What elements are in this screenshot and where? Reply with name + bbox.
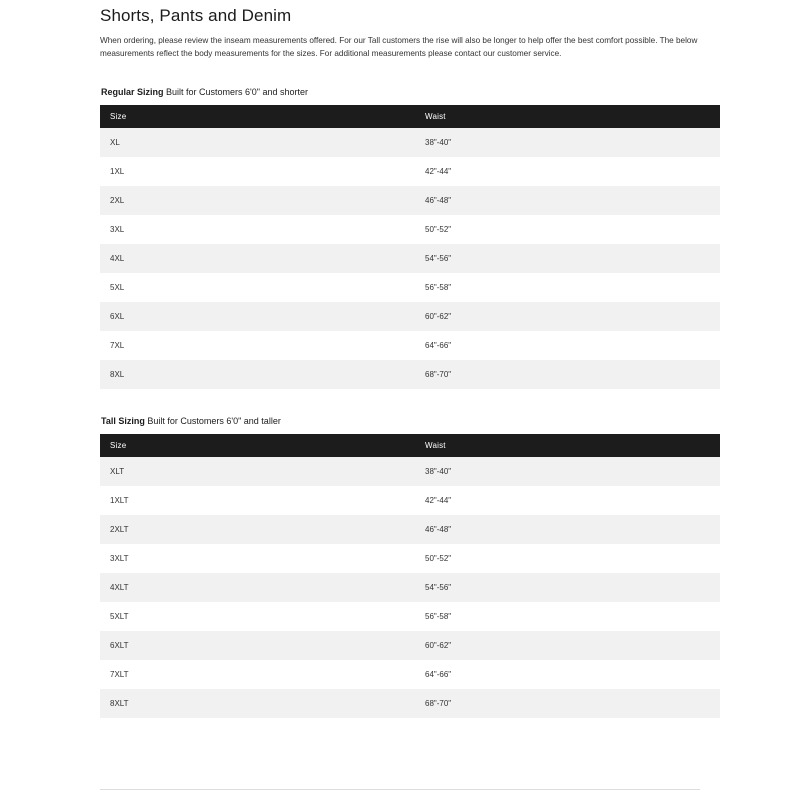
section-heading-regular xyxy=(101,87,700,97)
cell-size: 4XLT xyxy=(100,573,415,602)
cell-waist: 60"-62" xyxy=(415,631,720,660)
cell-waist: 50"-52" xyxy=(415,544,720,573)
cell-waist: 46"-48" xyxy=(415,186,720,215)
cell-waist: 50"-52" xyxy=(415,215,720,244)
section-heading-tall xyxy=(101,416,700,426)
page-title: Shorts, Pants and Denim xyxy=(100,6,292,25)
tall-sizing-table-body xyxy=(100,457,720,718)
cell-waist: 64"-66" xyxy=(415,331,720,360)
cell-size: 5XL xyxy=(100,273,415,302)
section-heading-regular-rest: Built for Customers 6'0" and shorter xyxy=(163,87,308,98)
table-row xyxy=(100,186,720,215)
cell-size: 6XLT xyxy=(100,631,415,660)
regular-sizing-table xyxy=(100,105,720,389)
cell-size: 3XL xyxy=(100,215,415,244)
column-header-size: Size xyxy=(100,434,415,457)
table-row xyxy=(100,457,720,486)
section-regular-sizing xyxy=(100,87,700,389)
table-row xyxy=(100,660,720,689)
table-row xyxy=(100,544,720,573)
cell-size: 1XLT xyxy=(100,486,415,515)
column-header-waist: Waist xyxy=(415,105,720,128)
cell-size: 2XL xyxy=(100,186,415,215)
section-tall-sizing xyxy=(100,416,700,718)
cell-waist: 56"-58" xyxy=(415,602,720,631)
section-heading-tall-rest: Built for Customers 6'0" and taller xyxy=(144,416,281,427)
table-row xyxy=(100,631,720,660)
cell-size: 8XL xyxy=(100,360,415,389)
cell-waist: 42"-44" xyxy=(415,486,720,515)
cell-size: 6XL xyxy=(100,302,415,331)
cell-size: 5XLT xyxy=(100,602,415,631)
cell-waist: 46"-48" xyxy=(415,515,720,544)
table-row xyxy=(100,515,720,544)
column-header-waist: Waist xyxy=(415,434,720,457)
cell-size: XL xyxy=(100,128,415,157)
cell-size: 7XL xyxy=(100,331,415,360)
bottom-divider xyxy=(100,789,700,790)
cell-waist: 56"-58" xyxy=(415,273,720,302)
table-row xyxy=(100,360,720,389)
cell-waist: 54"-56" xyxy=(415,244,720,273)
cell-waist: 42"-44" xyxy=(415,157,720,186)
cell-size: 7XLT xyxy=(100,660,415,689)
table-row xyxy=(100,215,720,244)
table-row xyxy=(100,573,720,602)
table-row xyxy=(100,486,720,515)
table-row xyxy=(100,244,720,273)
cell-waist: 68"-70" xyxy=(415,360,720,389)
regular-sizing-table-body xyxy=(100,128,720,389)
cell-size: 1XL xyxy=(100,157,415,186)
table-row xyxy=(100,273,720,302)
cell-size: 2XLT xyxy=(100,515,415,544)
cell-waist: 38"-40" xyxy=(415,457,720,486)
cell-size: 4XL xyxy=(100,244,415,273)
table-row xyxy=(100,302,720,331)
table-row xyxy=(100,128,720,157)
cell-waist: 68"-70" xyxy=(415,689,720,718)
tall-sizing-table xyxy=(100,434,720,718)
section-heading-regular-strong: Regular Sizing xyxy=(101,87,164,98)
table-row xyxy=(100,602,720,631)
table-row xyxy=(100,157,720,186)
cell-waist: 64"-66" xyxy=(415,660,720,689)
cell-size: 3XLT xyxy=(100,544,415,573)
tall-sizing-table-head xyxy=(100,434,720,457)
regular-sizing-table-head xyxy=(100,105,720,128)
table-header-row xyxy=(100,105,720,128)
cell-size: 8XLT xyxy=(100,689,415,718)
column-header-size: Size xyxy=(100,105,415,128)
intro-paragraph: When ordering, please review the inseam measurements offered. For our Tall customers the rise will also be longer to help offer the best comfort possible. The below measurements reflect the body measurements for the sizes. For additional measurements please contact our customer service. xyxy=(100,36,698,58)
cell-waist: 60"-62" xyxy=(415,302,720,331)
table-row xyxy=(100,331,720,360)
table-row xyxy=(100,689,720,718)
cell-size: XLT xyxy=(100,457,415,486)
table-header-row xyxy=(100,434,720,457)
cell-waist: 38"-40" xyxy=(415,128,720,157)
cell-waist: 54"-56" xyxy=(415,573,720,602)
section-heading-tall-strong: Tall Sizing xyxy=(101,416,145,427)
size-guide-content xyxy=(100,0,700,718)
